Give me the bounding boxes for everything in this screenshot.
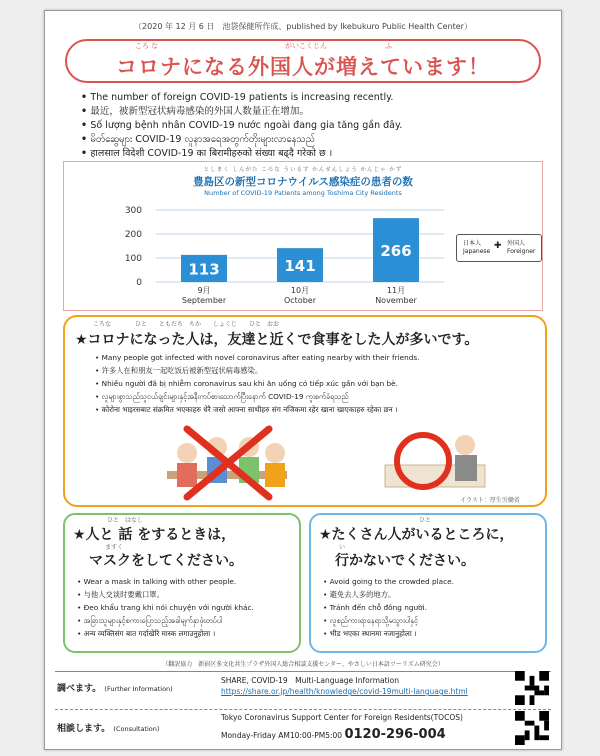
consult-center-name: Tokyo Coronavirus Support Center for Foreign Residents(TOCOS) (221, 713, 463, 722)
section-mask (63, 513, 301, 653)
eating-item-zh: • 许多人在和朋友一起吃饭后被新型冠状病毒感染。 (95, 364, 535, 377)
crowd-item-zh: • 避免去人多的地方。 (323, 588, 543, 601)
x-tick-label: 11月 (386, 286, 406, 295)
consult-label (57, 721, 159, 734)
eating-item-my: • လူများစွာသည်သူငယ်ချင်းများနှင့်အနီးကပ်စားသောက်ပြီးနောက် COVID-19 ကူးစက်ခံရသည် (95, 390, 535, 403)
section-eating (63, 315, 547, 507)
section-eating-heading: ★コロナになった人は，友達と近くで食事をした人が多いです。 (75, 332, 479, 348)
date-line: （2020 年 12 月 6 日 池袋保健所作成、published by Ikebukuro Public Health Center） (134, 22, 472, 31)
section-crowd-heading-1: ★たくさん人がいるところに， (319, 527, 514, 543)
person-body (265, 463, 285, 487)
friends-eating-illustration (157, 425, 297, 501)
eating-item-vi: • Nhiều người đã bị nhiễm coronavirus sau khi ăn uống có tiếp xúc gần với bạn bè. (95, 377, 535, 390)
eating-item-en: • Many people got infected with novel coronavirus after eating nearby with their friends. (95, 351, 535, 364)
title-ruby-3: ふ (385, 42, 392, 50)
bar-value-label: 141 (284, 257, 316, 276)
chart-legend (456, 234, 542, 262)
eating-alone-illustration (365, 425, 495, 497)
y-tick-label: 300 (124, 206, 142, 216)
qr-code-icon[interactable] (515, 671, 549, 705)
person-head (177, 443, 197, 463)
legend-left-en: Japanese (463, 248, 491, 255)
section-mask-heading-2: マスクをしてください。 (89, 553, 243, 569)
section-crowd (309, 513, 547, 653)
consult-hours: Monday-Friday AM10:00-PM5:00 (221, 731, 343, 740)
person-body (177, 463, 197, 487)
crowd-item-en: • Avoid going to the crowded place. (323, 575, 543, 588)
info-label-ja: 調べます。 (57, 684, 102, 694)
title-banner (65, 39, 541, 83)
flyer-page (44, 10, 562, 750)
info-name: SHARE, COVID-19 Multi-Language Information (221, 676, 399, 685)
y-tick-label: 0 (136, 278, 142, 288)
section-eating-list (95, 351, 535, 416)
eating-item-ne: • कोरोना भाइरसबाट संक्रमित भएकाहरु धेरै जसो आफ्ना साथीहरु संग नजिकमा रहेर खाना खाएकाहरु रहेका छन । (95, 403, 535, 416)
y-tick-label: 200 (124, 230, 142, 240)
info-label (57, 681, 173, 694)
page-title: コロナになる外国人が増えています！ (116, 55, 490, 79)
section-mask-list (77, 575, 297, 640)
mask-item-vi: • Đeo khẩu trang khi nói chuyện với người khác. (77, 601, 297, 614)
legend-left-ja: 日本人 (463, 240, 482, 247)
section-mask-ruby: ひと はなし (107, 517, 144, 524)
x-tick-label: 10月 (290, 286, 310, 295)
bar-value-label: 113 (188, 260, 220, 279)
section-crowd-heading-2: 行かないでください。 (335, 553, 475, 569)
consult-hours-row (221, 727, 446, 742)
title-ruby-1: ころ な (135, 42, 159, 50)
mask-item-en: • Wear a mask in talking with other people. (77, 575, 297, 588)
consult-phone[interactable]: 0120-296-004 (344, 727, 446, 742)
illustration-credit: イラスト：厚生労働省 (460, 497, 520, 504)
intro-bullet-vi: • Số lượng bệnh nhân COVID-19 nước ngoài đang gia tăng gần đây. (81, 119, 531, 133)
plus-icon: ✚ (494, 241, 502, 251)
intro-bullet-zh: • 最近，被新型冠状病毒感染的外国人数量正在增加。 (81, 105, 531, 119)
section-mask-heading-1: ★人と 話 をするときは， (73, 527, 236, 543)
section-crowd-ruby-2: い (339, 544, 346, 551)
footer-divider (55, 671, 551, 672)
mask-item-my: • အခြားသူများနှင့်စကားပြောသည့်အခါမျက်နှာဖုံးတပ်ပါ (77, 614, 297, 627)
footer-divider-2 (55, 709, 551, 710)
person-body (455, 455, 477, 481)
section-crowd-list (323, 575, 543, 640)
crowd-item-vi: • Tránh đến chỗ đông người. (323, 601, 543, 614)
intro-bullet-en: • The number of foreign COVID-19 patients is increasing recently. (81, 91, 531, 105)
person-head (265, 443, 285, 463)
translation-credit: （翻訳協力 新宿区多文化共生プラザ外国人総合相談支援センター、やさしい日本語ツーリズム研究会） (162, 661, 444, 668)
consult-label-en: (Consultation) (113, 725, 160, 733)
person-head (455, 435, 475, 455)
qr-code-icon[interactable] (515, 711, 549, 745)
x-tick-label: October (283, 296, 317, 305)
section-mask-ruby-2: ますく (105, 544, 124, 551)
title-ruby-2: がいこくじん (285, 42, 327, 50)
mask-item-zh: • 与他人交谈时要戴口罩。 (77, 588, 297, 601)
chart-ruby: としまく しんがた ころな ういるす かんせんしょう かんじゃ かず (203, 167, 403, 173)
legend-right-ja: 外国人 (507, 240, 526, 247)
x-tick-label: 9月 (197, 286, 211, 295)
crowd-item-ne: • भीड भएका स्थानमा नजानुहोला । (323, 627, 543, 640)
y-tick-label: 100 (124, 254, 142, 264)
chart-title: 豊島区の新型コロナウイルス感染症の患者の数 (193, 176, 413, 188)
crowd-item-my: • လူစည်ကားရာနေရာသို့မသွားပါနှင့် (323, 614, 543, 627)
x-tick-label: November (375, 296, 417, 305)
mask-item-ne: • अन्य व्यक्तिसंग बात गर्दाखेरि मास्क लगाउनुहोला । (77, 627, 297, 640)
x-tick-label: September (181, 296, 227, 305)
consult-label-ja: 相談します。 (57, 724, 111, 734)
patients-chart (63, 161, 543, 311)
bar-value-label: 266 (380, 242, 412, 261)
intro-bullets (81, 91, 531, 161)
section-eating-ruby: ころな ひと ともだち ちか しょくじ ひと おお (93, 321, 280, 328)
section-crowd-ruby: ひと (419, 517, 432, 524)
info-label-en: (Further Information) (104, 685, 173, 693)
intro-bullet-ne: • हालसाल विदेशी COVID-19 का बिरामीहरुको संख्या बढ्दै गरेको छ । (81, 147, 531, 161)
chart-subtitle: Number of COVID-19 Patients among Toshima City Residents (204, 189, 402, 197)
intro-bullet-my: • မိတ်ဆွေများ COVID-19 လူနာအရေအတွက်တိုးများလာနေသည် (81, 133, 531, 147)
info-link[interactable]: https://share.or.jp/health/knowledge/covid-19multi-language.html (221, 687, 468, 696)
legend-right-en: Foreigner (507, 248, 536, 255)
